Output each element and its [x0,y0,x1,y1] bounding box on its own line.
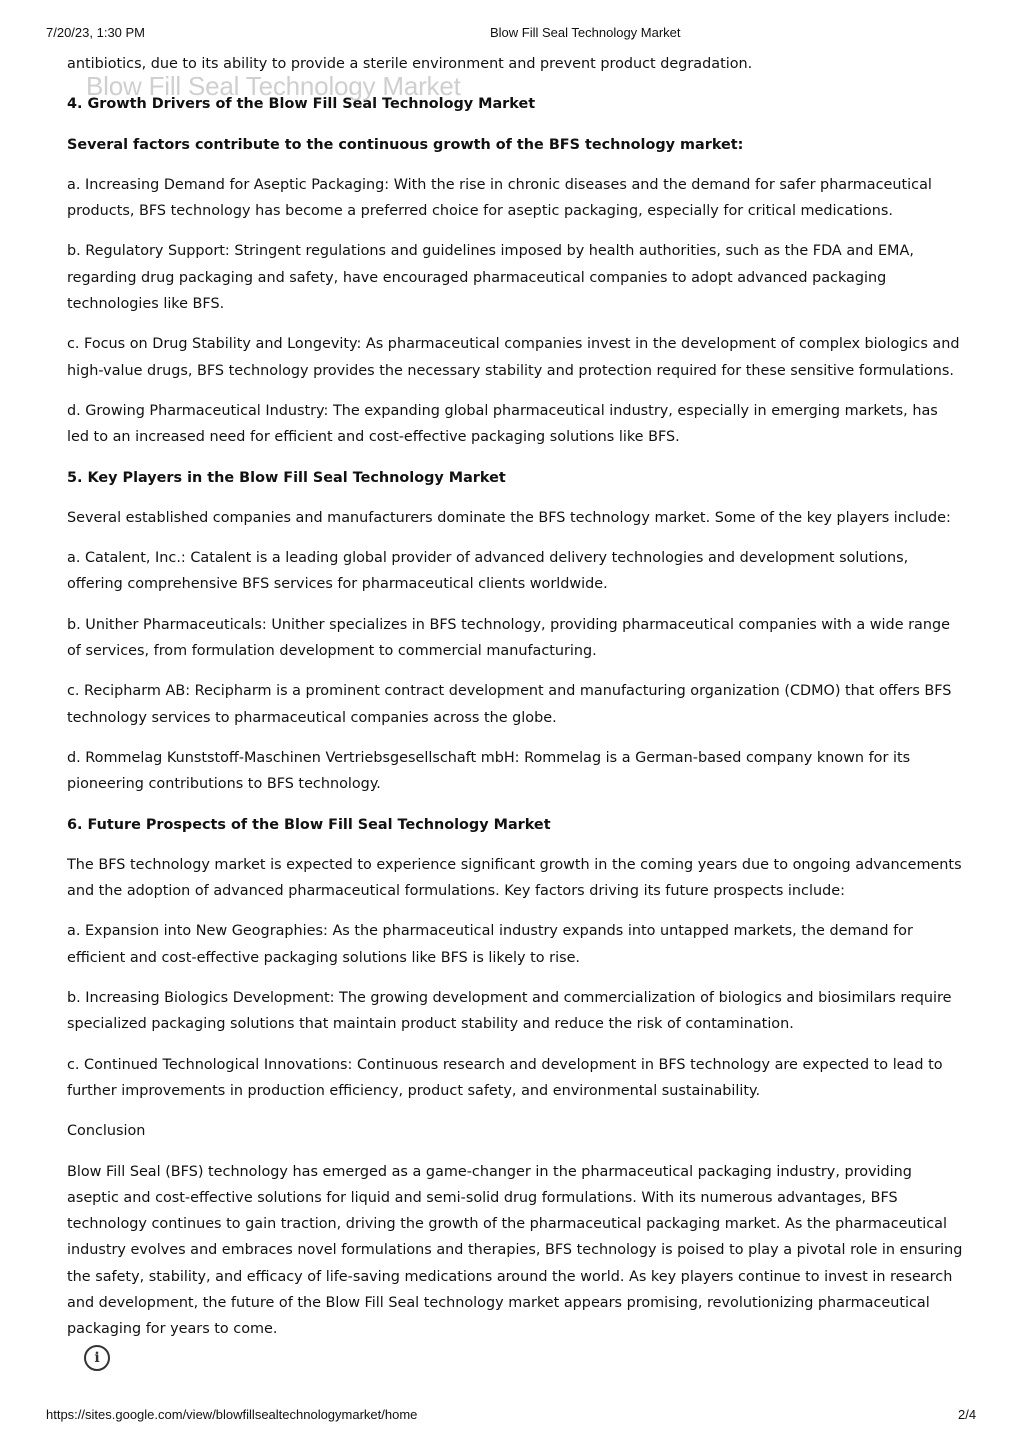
print-footer [0,1407,1024,1425]
body-paragraph: a. Catalent, Inc.: Catalent is a leading global provider of advanced delivery technologies and development solutions, offering comprehensive BFS services for pharmaceutical clients worldwide. [67,550,909,593]
body-paragraph: c. Focus on Drug Stability and Longevity: As pharmaceutical companies invest in the development of complex biologics and high-value drugs, BFS technology provides the necessary stability and protection required for these sensitive formulations. [67,336,960,379]
body-paragraph: The BFS technology market is expected to experience significant growth in the coming years due to ongoing advancements and the adoption of advanced pharmaceutical formulations. Key factors driving its future prospects include: [67,856,962,900]
info-icon[interactable]: i [84,1345,110,1371]
body-paragraph: Conclusion [67,1123,146,1140]
page-url: https://sites.google.com/view/blowfillsealtechnologymarket/home [46,1407,418,1422]
body-paragraph: d. Growing Pharmaceutical Industry: The expanding global pharmaceutical industry, especially in emerging markets, has led to an increased need for efficient and cost-effective packaging solutions like BFS. [67,402,938,446]
article-content [67,51,963,1401]
body-paragraph: Several established companies and manufacturers dominate the BFS technology market. Some of the key players include: [67,509,951,526]
print-header [0,25,1024,43]
body-paragraph: a. Expansion into New Geographies: As the pharmaceutical industry expands into untapped markets, the demand for efficient and cost-effective packaging solutions like BFS is likely to rise. [67,923,913,966]
body-paragraph: Blow Fill Seal (BFS) technology has emerged as a game-changer in the pharmaceutical packaging industry, providing aseptic and cost-effective solutions for liquid and semi-solid drug formulations. With its numerous advantages, BFS technology continues to gain traction, driving the growth of the pharmaceutical packaging market. As the pharmaceutical industry evolves and embraces novel formulations and therapies, BFS technology is poised to play a pivotal role in ensuring the safety, stability, and efficacy of life-saving medications around the world. As key players continue to invest in research and development, the future of the Blow Fill Seal technology market appears promising, revolutionizing pharmaceutical packaging for years to come. [67,1163,963,1338]
body-paragraph: b. Increasing Biologics Development: The growing development and commercialization of biologics and biosimilars require specialized packaging solutions that maintain product stability and reduce the risk of contamination. [67,990,952,1033]
section-heading: Several factors contribute to the continuous growth of the BFS technology market: [67,136,744,153]
body-paragraph: d. Rommelag Kunststoff-Maschinen Vertriebsgesellschaft mbH: Rommelag is a German-based company known for its pioneering contributions to BFS technology. [67,749,911,793]
body-paragraph: c. Recipharm AB: Recipharm is a prominent contract development and manufacturing organization (CDMO) that offers BFS technology services to pharmaceutical companies across the globe. [67,683,952,726]
section-heading: 5. Key Players in the Blow Fill Seal Technology Market [67,469,506,486]
print-datetime: 7/20/23, 1:30 PM [46,25,146,40]
site-title-watermark: Blow Fill Seal Technology Market [86,71,461,101]
body-paragraph: c. Continued Technological Innovations: Continuous research and development in BFS technology are expected to lead to further improvements in production efficiency, product safety, and environmental sustainability. [67,1056,943,1099]
section-heading: 6. Future Prospects of the Blow Fill Seal Technology Market [67,816,551,833]
body-paragraph: b. Unither Pharmaceuticals: Unither specializes in BFS technology, providing pharmaceutical companies with a wide range of services, from formulation development to commercial manufacturing. [67,616,950,660]
page-number: 2/4 [958,1407,977,1422]
body-paragraph: b. Regulatory Support: Stringent regulations and guidelines imposed by health authorities, such as the FDA and EMA, regarding drug packaging and safety, have encouraged pharmaceutical companies to adopt advanced packaging technologies like BFS. [67,243,914,313]
print-page-title: Blow Fill Seal Technology Market [490,25,681,40]
section-heading: 4. Growth Drivers of the Blow Fill Seal Technology Market [67,96,536,113]
body-paragraph: a. Increasing Demand for Aseptic Packaging: With the rise in chronic diseases and the demand for safer pharmaceutical products, BFS technology has become a preferred choice for aseptic packaging, especially for critical medications. [67,176,932,220]
body-paragraph: antibiotics, due to its ability to provide a sterile environment and prevent product degradation. [67,56,753,72]
